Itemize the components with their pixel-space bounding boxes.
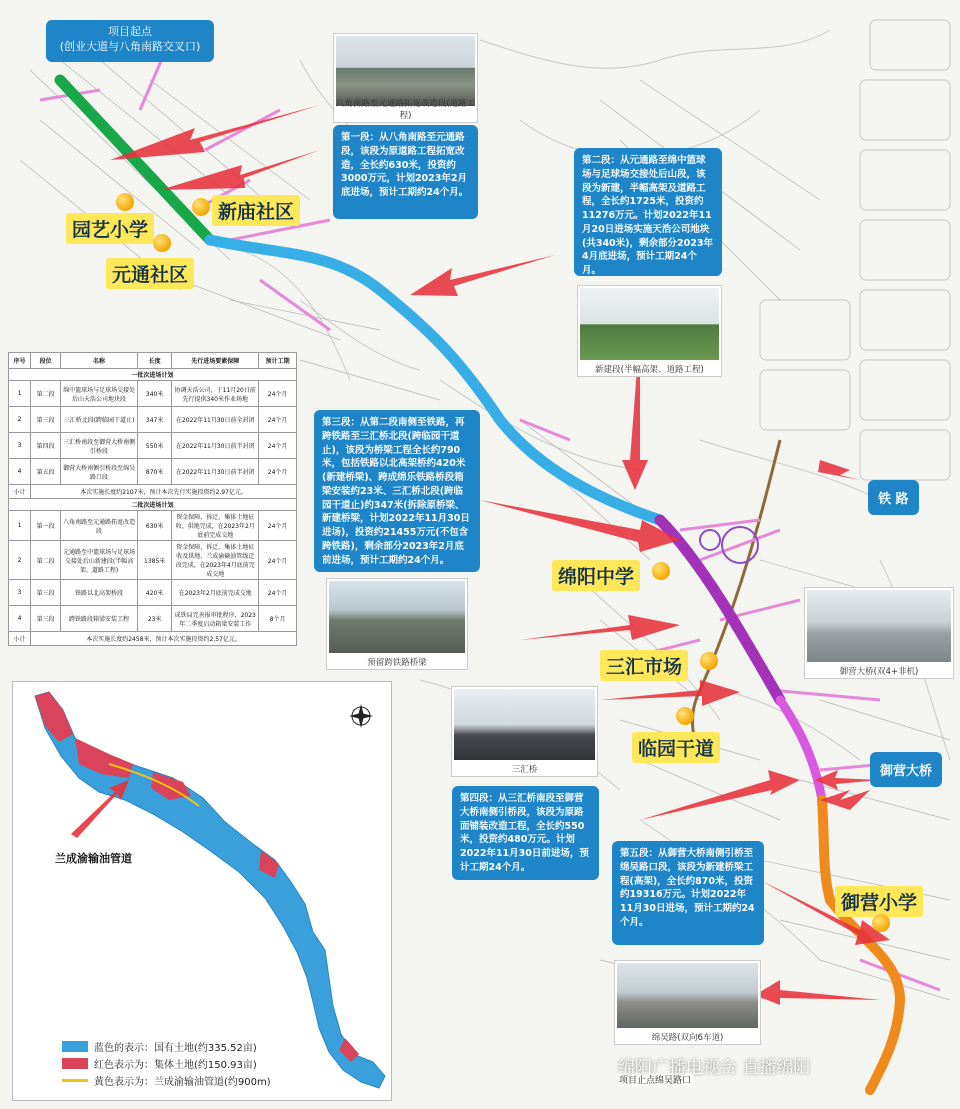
poi-mianyang-dot <box>652 562 670 580</box>
col-length: 长度 <box>138 353 172 369</box>
table-row: 4 第三段 跨铁路段箱梁安装工程 23米 成铁局完善报审批程序，2023年二季度启动箱梁安装工作 8个月 <box>9 606 297 632</box>
table-row: 3 第三段 铁路以北高架桥段 420米 在2023年2月底前完成交地 24个月 <box>9 580 297 606</box>
table-row: 2 第二段 元通路至中篮球场与足球场交接处后山新建段(半幅高架、道路工程) 1385米 资金保障，拆迁、集体土地征收及供地、兰成渝输油管线迁改完成，在2023年4月底前完成交地 24个月 <box>9 541 297 580</box>
col-duration: 预计工期 <box>259 353 297 369</box>
poi-sanhui-dot <box>700 652 718 670</box>
photo-caption-5: 三汇桥 <box>511 765 538 775</box>
place-yuying-primary: 御营小学 <box>835 886 923 917</box>
section-3-box: 第三段：从第二段南侧至铁路，再跨铁路至三汇桥北段(跨临园干道止)，该段为桥梁工程全长约790米，包括铁路以北高架桥约420米(新建桥梁)、跨成绵乐铁路桥段箱梁安装约23米、三汇桥北段(跨临园干道止)约347米(拆除原桥梁、新建桥梁，计划2022年11月30日进场)，投资约21455万元(不包含跨铁路)，剩余部分2023年2月底前进场，预计工期约24个月。 <box>314 410 480 572</box>
section-4-box: 第四段：从三汇桥南段至御营大桥南侧引桥段，该段为原路面铺装改造工程，全长约550米，投资约480万元。计划2022年11月30日前进场，预计工期24个月。 <box>452 786 599 880</box>
table-row: 1 第二段 绵中篮球场与足球场交接处后山天浩公司地块段 340米 协调天浩公司，于11月20日前先行提供340米作业场地 24个月 <box>9 381 297 407</box>
poi-yuantong-dot <box>153 234 171 252</box>
photo-section-6 <box>614 960 761 1045</box>
batch2-subtotal: 小计 本次实施长度约2458米，预计本次实施投资约2.57亿元。 <box>9 632 297 646</box>
table-row: 4 第五段 御营大桥南侧引桥段至绵吴路口段 870米 在2022年11月30日前半封闭 24个月 <box>9 459 297 485</box>
place-mianyang-middle: 绵阳中学 <box>552 560 640 591</box>
col-guarantee: 先行进场要素保障 <box>172 353 259 369</box>
place-linyuan-road: 临园干道 <box>632 732 720 763</box>
table-row: 2 第三段 三汇桥北段(跨临园干道止) 347米 在2022年11月30日前全封闭 24个月 <box>9 407 297 433</box>
poi-yuanyi-dot <box>116 193 134 211</box>
poi-linyuan-dot <box>676 707 694 725</box>
photo-section-4 <box>804 587 954 679</box>
land-legend <box>62 1038 271 1089</box>
photo-section-5 <box>451 686 598 777</box>
railway-tag: 铁 路 <box>868 480 919 515</box>
photo-section-2 <box>577 285 722 377</box>
legend-item: 红色表示为：集体土地(约150.93亩) <box>62 1055 271 1072</box>
section-1-box: 第一段：从八角南路至元通路段，该段为原道路工程拓宽改造，全长约630米，投资约3000万元，计划2023年2月底进场，预计工期约24个月。 <box>333 125 478 219</box>
project-start-label <box>46 20 214 62</box>
batch1-subtotal: 小计 本次实施长度约2107米，预计本次先行实施投资约2.97亿元。 <box>9 485 297 499</box>
batch1-title: 一批次进场计划 <box>9 369 297 381</box>
project-start-subtitle: (创业大道与八角南路交叉口) <box>59 40 201 54</box>
legend-item: 蓝色的表示：国有土地(约335.52亩) <box>62 1038 271 1055</box>
col-index: 序号 <box>9 353 31 369</box>
poi-yuying-dot <box>872 914 890 932</box>
photo-caption-4: 御营大桥(双4+非机) <box>839 667 919 677</box>
compass-icon <box>349 704 373 728</box>
pipeline-label: 兰成渝输油管道 <box>55 852 132 865</box>
end-label: 项目止点绵吴路口 <box>616 1073 694 1086</box>
photo-section-1 <box>333 33 478 123</box>
photo-section-3 <box>326 578 468 670</box>
project-start-title: 项目起点 <box>108 25 152 38</box>
place-xinmiao: 新庙社区 <box>212 195 300 226</box>
poi-xinmiao-dot <box>192 198 210 216</box>
batch2-title: 二批次进场计划 <box>9 499 297 511</box>
photo-caption-2: 新建段(半幅高架、道路工程) <box>595 365 704 375</box>
table-row: 3 第四段 三汇桥南段至御营大桥南侧引桥段 550米 在2022年11月30日前半封闭 24个月 <box>9 433 297 459</box>
place-sanhui-market: 三汇市场 <box>600 650 688 681</box>
photo-caption-1: 八角南路至元通路拓宽改造段(道路工程) <box>335 99 476 121</box>
schedule-table <box>8 352 297 646</box>
place-yuantong: 元通社区 <box>106 258 194 289</box>
section-2-box: 第二段：从元通路至绵中篮球场与足球场交接处后山段，该段为新建，半幅高架及道路工程，全长约1725米，投资约11276万元。计划2022年11月20日进场实施天浩公司地块(共340米)，剩余部分2023年4月底进场，预计工期24个月。 <box>574 148 722 276</box>
photo-caption-3: 预留跨铁路桥梁 <box>367 658 427 668</box>
yuying-bridge-tag: 御营大桥 <box>870 752 942 787</box>
col-name: 名称 <box>61 353 138 369</box>
section-5-box: 第五段：从御营大桥南侧引桥至绵吴路口段，该段为新建桥梁工程(高架)，全长约870米，投资约19316万元。计划2022年11月30日进场，预计工期约24个月。 <box>612 841 764 945</box>
col-section: 段位 <box>31 353 61 369</box>
legend-item: 黄色表示为：兰成渝输油管道(约900m) <box>62 1072 271 1089</box>
place-yuanyi-primary: 园艺小学 <box>66 213 154 244</box>
watermark: 绵阳广播电视台 直播绵阳 <box>618 1058 811 1078</box>
photo-caption-6: 绵吴路(双向6车道) <box>651 1033 724 1043</box>
table-row: 1 第一段 八角南路至元通路拓宽改造段 630米 资金保障，拆迁、集体土地征收、供地完成，在2023年2月底前完成交地 24个月 <box>9 511 297 541</box>
